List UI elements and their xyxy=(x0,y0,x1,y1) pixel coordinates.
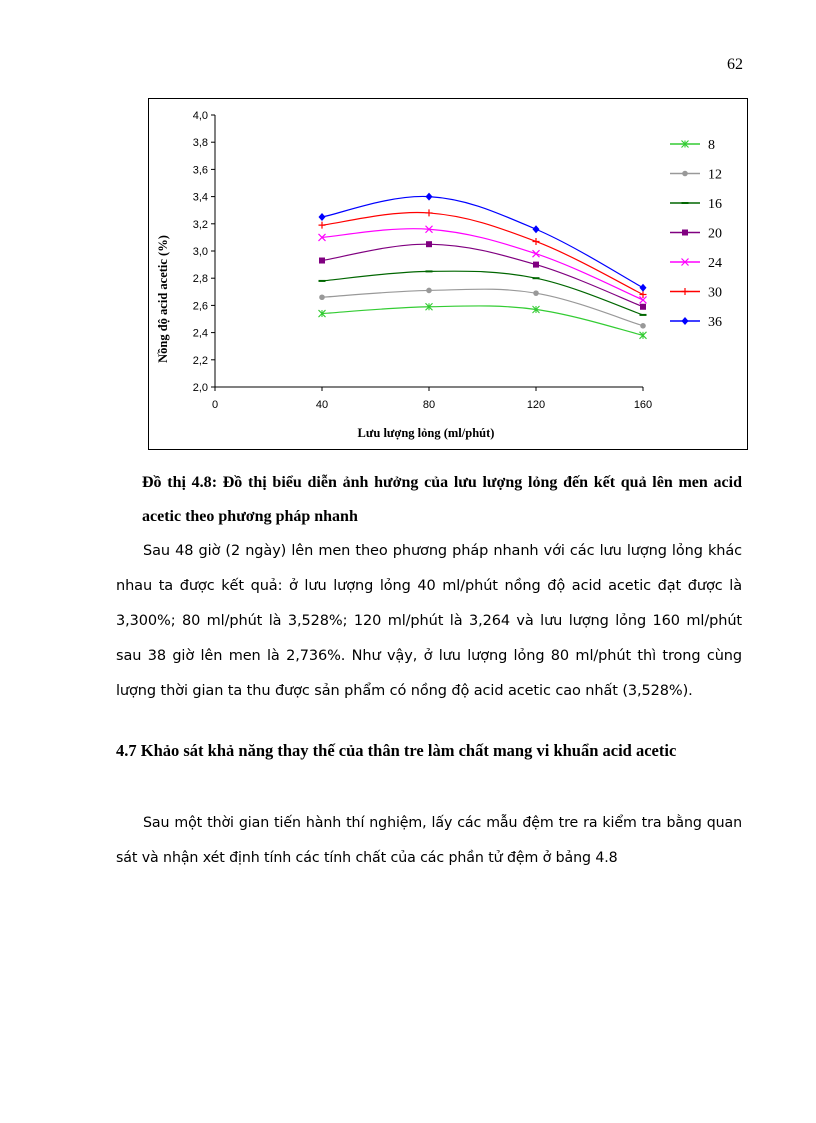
y-axis-label: Nồng độ acid acetic (%) xyxy=(156,235,170,363)
caption-text: : Đồ thị biểu diễn ảnh hưởng của lưu lượng lỏng đến kết quả lên men acid acetic theo phương pháp nhanh xyxy=(142,474,742,525)
caption-label: Đồ thị 4.8 xyxy=(142,474,212,491)
y-tick-label: 3,8 xyxy=(192,137,208,150)
data-point-20-160 xyxy=(640,304,646,310)
legend-label: 24 xyxy=(708,256,722,271)
chart-border xyxy=(149,99,748,450)
figure-caption xyxy=(142,466,742,534)
y-tick-label: 3,0 xyxy=(192,246,208,258)
x-tick-label: 160 xyxy=(633,399,653,411)
legend-marker xyxy=(682,171,688,177)
data-point-12-120 xyxy=(533,290,539,296)
legend-label: 36 xyxy=(708,315,722,330)
data-point-20-40 xyxy=(319,258,325,264)
page-number: 62 xyxy=(727,56,743,73)
paragraph-observation: Sau một thời gian tiến hành thí nghiệm, lấy các mẫu đệm tre ra kiểm tra bằng quan sát và nhận xét định tính các tính chất của các phần tử đệm ở bảng 4.8 xyxy=(116,815,742,866)
x-axis-label: Lưu lượng lỏng (ml/phút) xyxy=(357,426,495,440)
y-tick-label: 3,4 xyxy=(192,191,208,204)
data-point-12-160 xyxy=(640,323,646,329)
legend-label: 30 xyxy=(708,285,722,301)
legend-label: 16 xyxy=(708,197,722,212)
chart-figure xyxy=(148,98,748,450)
legend-marker xyxy=(682,230,688,236)
y-tick-label: 3,2 xyxy=(192,218,208,231)
y-tick-label: 2,8 xyxy=(192,273,208,286)
x-tick-label: 40 xyxy=(315,399,329,411)
line-chart xyxy=(148,98,748,450)
data-point-20-120 xyxy=(533,262,539,268)
legend-label: 20 xyxy=(708,226,722,242)
section-heading: 4.7 Khảo sát khả năng thay thế của thân tre làm chất mang vi khuẩn acid acetic xyxy=(116,741,677,760)
y-tick-label: 2,2 xyxy=(192,354,208,367)
x-tick-label: 80 xyxy=(422,399,436,411)
data-point-20-80 xyxy=(426,241,432,247)
x-tick-label: 0 xyxy=(211,399,219,411)
y-tick-label: 2,4 xyxy=(192,327,208,340)
data-point-12-80 xyxy=(426,288,432,294)
y-tick-label: 2,0 xyxy=(192,382,208,394)
y-tick-label: 3,6 xyxy=(192,164,208,177)
paragraph-results: Sau 48 giờ (2 ngày) lên men theo phương pháp nhanh với các lưu lượng lỏng khác nhau ta được kết quả: ở lưu lượng lỏng 40 ml/phút nồng độ acid acetic đạt được là 3,300%; 80 ml/phút là 3,528%; 120 ml/phút là 3,264 và lưu lượng lỏng 160 ml/phút sau 38 giờ lên men là 2,736%. Như vậy, ở lưu lượng lỏng 80 ml/phút thì trong cùng lượng thời gian ta thu được sản phẩm có nồng độ acid acetic cao nhất (3,528%). xyxy=(116,543,742,699)
data-point-12-40 xyxy=(319,294,325,300)
legend-label: 12 xyxy=(708,167,722,183)
x-tick-label: 120 xyxy=(526,399,546,411)
legend-label: 8 xyxy=(708,138,715,153)
y-tick-label: 4,0 xyxy=(192,110,208,122)
y-tick-label: 2,6 xyxy=(192,300,208,313)
